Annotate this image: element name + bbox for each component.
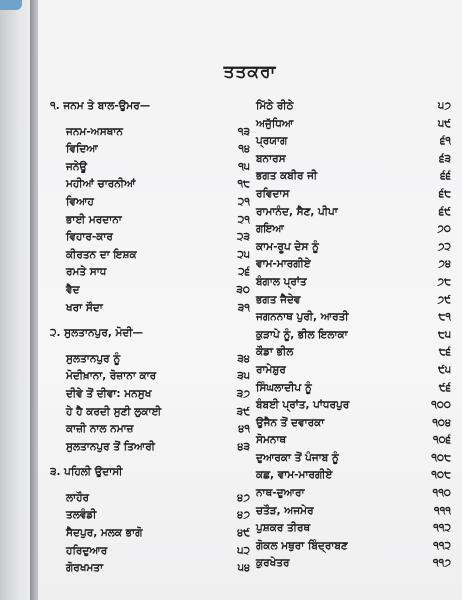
toc-entry — [256, 239, 451, 257]
toc-entry — [256, 292, 451, 310]
toc-entry-title: ਦੁਆਰਕਾ ਤੋਂ ਪੰਜਾਬ ਨੂੰ — [256, 451, 339, 464]
toc-entry-page-number: ੫੨ — [237, 544, 250, 557]
toc-right-column — [256, 98, 451, 573]
toc-entry-page-number: ੩੧ — [237, 301, 250, 314]
toc-entry-title: ਸੁਲਤਾਨਪੁਰ ਤੋਂ ਤਿਆਰੀ — [66, 440, 155, 453]
toc-entry-page-number: ੧੫ — [238, 160, 250, 173]
toc-entry-title: ਕੌਡਾ ਭੀਲ — [256, 346, 294, 359]
toc-entry-title: ਪੁਸ਼ਕਰ ਤੀਰਥ — [256, 522, 311, 535]
toc-entry-title: ਗਇਆ — [256, 223, 284, 236]
toc-entry — [256, 503, 451, 521]
toc-entry — [50, 141, 250, 159]
toc-entry-page-number: ੭੨ — [437, 240, 451, 253]
toc-entry — [50, 124, 250, 142]
toc-entry — [256, 450, 451, 468]
toc-entry — [50, 159, 250, 177]
book-page — [38, 0, 462, 600]
toc-entry-page-number: ੨੫ — [237, 248, 250, 261]
toc-entry — [50, 543, 250, 561]
toc-entry-title: ਸੋਮਨਾਥ — [256, 434, 287, 447]
toc-entry-page-number: ੬੯ — [438, 205, 451, 218]
toc-entry — [50, 176, 250, 194]
toc-entry-page-number: ੨੩ — [236, 231, 250, 244]
toc-entry-title: ਖਰਾ ਸੌਦਾ — [66, 301, 103, 314]
toc-entry-page-number: ੩੭ — [236, 387, 250, 400]
toc-entry-title: ੨. ਸੁਲਤਾਨਪੁਰ, ਮੋਦੀ— — [50, 327, 143, 340]
toc-entry — [256, 485, 451, 503]
toc-entry-title: ਭਗਤ ਕਬੀਰ ਜੀ — [256, 170, 318, 183]
toc-entry-title: ਦੀਵੇ ਤੋਂ ਦੀਵਾ: ਮਨਸੁਖ — [66, 387, 152, 400]
toc-entry-title: ਰਵਿਦਾਸ — [256, 187, 290, 200]
toc-entry — [50, 368, 250, 386]
toc-entry — [256, 98, 451, 116]
toc-entry — [50, 560, 250, 578]
toc-entry-page-number: ੧੩ — [237, 125, 250, 138]
toc-section-heading — [50, 325, 250, 343]
toc-entry-page-number: ੧੧੨ — [433, 539, 451, 552]
toc-entry — [256, 133, 451, 151]
toc-entry-title: ਭਗਤ ਜੈਦੇਵ — [256, 293, 301, 306]
toc-entry-title: ਵਿਦਿਆ — [66, 143, 98, 156]
toc-entry-title: ਸੈਦਪੁਰ, ਮਲਕ ਭਾਗੋ — [66, 527, 143, 540]
toc-entry-page-number: ੧੧੧ — [433, 504, 451, 517]
toc-entry — [256, 204, 451, 222]
toc-entry-title: ਰਾਮਾਨੰਦ, ਸੈਣ, ਪੀਪਾ — [256, 205, 338, 218]
toc-entry-title: ਗੋਰਖਮਤਾ — [66, 562, 104, 575]
toc-entry-title: ਤਲਵੰਡੀ — [66, 509, 97, 522]
toc-entry-page-number: ੯੬ — [438, 381, 451, 394]
toc-entry-page-number: ੨੬ — [238, 266, 250, 279]
toc-entry-page-number: ੩੫ — [237, 370, 250, 383]
toc-entry-title: ਜਗਨਨਾਥ ਪੁਰੀ, ਆਰਤੀ — [256, 311, 349, 324]
toc-entry-page-number: ੧੮ — [237, 178, 250, 191]
toc-entry — [256, 415, 451, 433]
toc-entry-title: ਜਨੇਊ — [66, 160, 88, 173]
toc-entry — [256, 538, 451, 556]
toc-entry-page-number: ੧੦੮ — [431, 469, 451, 482]
toc-entry — [256, 151, 451, 169]
toc-entry — [50, 525, 250, 543]
toc-entry — [50, 212, 250, 230]
toc-entry — [50, 386, 250, 404]
toc-entry-page-number: ੨੧ — [237, 213, 250, 226]
toc-entry-title: ੧. ਜਨਮ ਤੇ ਬਾਲ-ਉਮਰ— — [50, 100, 151, 112]
toc-entry-title: ਕੁੜਾਪੇ ਨੂੰ, ਭੀਲ ਇਲਾਕਾ — [256, 328, 348, 341]
toc-entry-page-number: ੫੪ — [237, 562, 250, 575]
toc-entry-page-number: ੮੧ — [438, 311, 451, 324]
toc-entry — [50, 439, 250, 457]
toc-entry — [50, 404, 250, 422]
toc-entry-title: ਹਰਿਦੁਆਰ — [66, 544, 108, 557]
toc-section-heading — [50, 98, 250, 116]
toc-entry — [256, 221, 451, 239]
toc-entry-page-number: ੬੩ — [439, 152, 451, 165]
toc-entry-title: ਕੁਰਖੇਤਰ — [256, 557, 290, 570]
toc-entry-page-number: ੧੦੮ — [431, 451, 451, 464]
toc-entry-title: ਨਾਥ-ਦੁਆਰਾ — [256, 487, 305, 500]
toc-entry-title: ਕਾਮ-ਰੂਪ ਦੇਸ ਨੂੰ — [256, 240, 319, 253]
toc-entry-page-number: ੭੯ — [437, 293, 451, 306]
toc-entry — [256, 397, 451, 415]
toc-entry — [256, 256, 451, 274]
toc-entry-page-number: ੭੮ — [437, 275, 451, 288]
toc-entry-title: ਸਿੰਘਲਾਦੀਪ ਨੂੰ — [256, 381, 312, 394]
toc-entry-title: ਅਜੁੱਧਿਆ — [256, 117, 294, 130]
toc-entry-page-number: ੭੦ — [437, 223, 451, 236]
toc-entry — [50, 194, 250, 212]
toc-entry-title: ਮਿੱਠੇ ਰੀਠੇ — [256, 100, 294, 112]
toc-entry-page-number: ੪੭ — [237, 491, 250, 504]
toc-entry-page-number: ੭੪ — [438, 258, 451, 271]
section-gap — [50, 343, 250, 351]
toc-entry-page-number: ੧੧੦ — [432, 487, 451, 500]
toc-entry-page-number: ੧੦੦ — [431, 399, 451, 412]
toc-entry-title: ਸੁਲਤਾਨਪੁਰ ਨੂੰ — [66, 352, 121, 365]
toc-entry-page-number: ੨੧ — [237, 195, 250, 208]
toc-entry — [256, 344, 451, 362]
toc-entry-title: ਜਨਮ-ਅਸਥਾਨ — [66, 125, 123, 138]
section-gap — [50, 317, 250, 325]
toc-entry-page-number: ੪੩ — [237, 440, 250, 453]
toc-entry — [256, 432, 451, 450]
toc-entry — [256, 467, 451, 485]
toc-entry-page-number: ੬੮ — [438, 187, 451, 200]
toc-entry-title: ਵਿਆਹ — [66, 195, 94, 208]
toc-entry-title: ਵੈਦ — [66, 283, 80, 296]
toc-entry — [50, 282, 250, 300]
toc-entry-page-number: ੩੯ — [236, 405, 250, 418]
toc-entry-page-number: ੫੯ — [437, 117, 451, 130]
toc-entry-title: ਬੰਗਾਲ ਪ੍ਰਾਂਤ — [256, 275, 307, 288]
toc-entry-title: ਉਜੈਨ ਤੋਂ ਦਵਾਰਕਾ — [256, 416, 325, 429]
toc-entry-title: ਭਾਈ ਮਰਦਾਨਾ — [66, 213, 122, 226]
toc-entry-title: ਮਹੀਆਂ ਚਾਰਨੀਆਂ — [66, 178, 136, 191]
toc-entry-page-number: ੬੧ — [439, 135, 451, 148]
section-gap — [50, 456, 250, 464]
toc-entry-title: ਰਮਤੇ ਸਾਧ — [66, 266, 107, 279]
toc-entry-page-number: ੧੪ — [238, 143, 250, 156]
toc-entry — [256, 116, 451, 134]
toc-entry — [50, 229, 250, 247]
toc-entry-title: ੩. ਪਹਿਲੀ ਉਦਾਸੀ — [50, 466, 123, 479]
toc-entry-page-number: ੯੫ — [437, 363, 451, 376]
toc-entry — [256, 327, 451, 345]
toc-entry-page-number: ੮੬ — [438, 346, 451, 359]
toc-section-heading — [50, 464, 250, 482]
toc-entry-title: ਮੋਦੀਖ਼ਾਨਾ, ਰੋਜ਼ਾਨਾ ਕਾਰ — [66, 370, 157, 383]
toc-entry-page-number: ੧੦੬ — [432, 434, 451, 447]
toc-entry — [256, 520, 451, 538]
toc-entry — [50, 247, 250, 265]
toc-entry — [256, 274, 451, 292]
toc-entry-title: ਚਤੌੜ, ਅਜਮੇਰ — [256, 504, 314, 517]
toc-entry — [256, 186, 451, 204]
toc-entry — [50, 507, 250, 525]
left-page-edge — [0, 0, 34, 600]
toc-entry — [50, 421, 250, 439]
toc-entry-title: ਪ੍ਰਯਾਗ — [256, 135, 288, 148]
toc-entry-page-number: ੪੧ — [238, 423, 250, 436]
toc-entry-page-number: ੩੦ — [236, 283, 250, 296]
toc-entry-title: ਵਾਮ-ਮਾਰਗੀਏ — [256, 258, 311, 271]
toc-entry — [50, 300, 250, 318]
toc-entry-page-number: ੪੯ — [237, 527, 250, 540]
toc-entry-page-number: ੬੬ — [440, 170, 451, 183]
page-title: ਤਤਕਰਾ — [223, 62, 277, 82]
section-gap — [50, 116, 250, 124]
toc-entry-title: ਵਿਹਾਰ-ਕਾਰ — [66, 231, 113, 244]
toc-entry — [256, 309, 451, 327]
toc-entry-page-number: ੪੭ — [237, 509, 250, 522]
toc-entry — [256, 362, 451, 380]
toc-entry — [50, 351, 250, 369]
blue-tab-marker — [0, 0, 22, 10]
toc-entry-title: ਬੰਬਈ ਪ੍ਰਾਂਤ, ਪਾਂਧਰਪੁਰ — [256, 399, 350, 412]
toc-entry-page-number: ੧੧੨ — [433, 522, 451, 535]
toc-entry-page-number: ੩੪ — [237, 352, 250, 365]
toc-entry-title: ਬਨਾਰਸ — [256, 152, 286, 165]
toc-entry-title: ਰਾਮੇਸ਼ੁਰ — [256, 363, 286, 376]
toc-left-column — [50, 98, 250, 578]
toc-entry — [50, 490, 250, 508]
toc-entry-page-number: ੫੭ — [438, 100, 451, 112]
toc-entry-title: ਕੀਰਤਨ ਦਾ ਇਸ਼ਕ — [66, 248, 137, 261]
toc-entry-page-number: ੧੧੭ — [432, 557, 451, 570]
toc-entry-page-number: ੮੫ — [437, 328, 451, 341]
toc-entry-title: ਲਾਹੌਰ — [66, 491, 90, 504]
toc-entry-title: ਕਛ, ਵਾਮ-ਮਾਰਗੀਏ — [256, 469, 333, 482]
toc-entry — [256, 555, 451, 573]
toc-entry — [256, 168, 451, 186]
toc-entry — [50, 264, 250, 282]
toc-entry-title: ਹੇ ਹੈ ਕਰਦੀ ਸੁਣੀ ਲੁਕਾਈ — [66, 405, 162, 418]
section-gap — [50, 482, 250, 490]
toc-entry — [256, 380, 451, 398]
toc-entry-page-number: ੧੦੪ — [432, 416, 451, 429]
toc-entry-title: ਗੋਕਲ ਮਥੁਰਾ ਬਿੰਦ੍ਰਾਬਣ — [256, 539, 348, 552]
toc-entry-title: ਕਾਜ਼ੀ ਨਾਲ ਨਮਾਜ਼ — [66, 423, 134, 436]
